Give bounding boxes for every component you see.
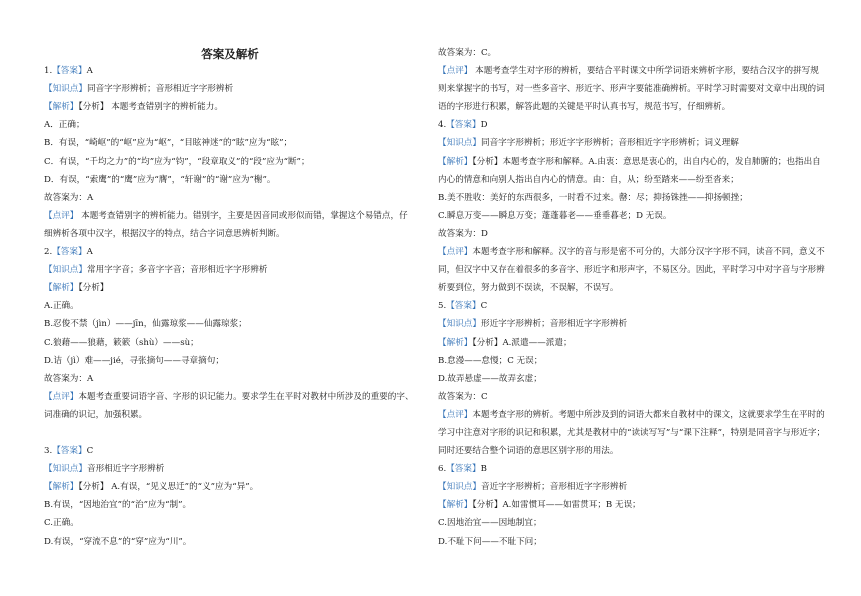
question-number: 3. xyxy=(44,446,53,457)
question-number: 1. xyxy=(44,66,53,77)
answer-value: C xyxy=(480,301,488,312)
text-line: C.瞬息万变——瞬息万变；蓬蓬暮老——垂垂暮老；D 无误。 xyxy=(438,210,672,221)
section-tag: 【解析】 xyxy=(44,102,79,113)
text-line: 故答案为：C xyxy=(438,391,488,402)
tagged-line xyxy=(44,279,416,297)
question-number: 5. xyxy=(438,301,447,312)
answer-tag: 【答案】 xyxy=(52,66,87,77)
section-tag: 【解析】 xyxy=(44,283,79,294)
tagged-text: 本题考查字形的辨析。考题中所涉及到的词语大都来自教材中的课文，这就要求学生在平时的学习中注意对字形的识记和积累，尤其是教材中的“读读写写”与“课下注释”，特别是同音字与形近字；同时还要结合整个词语的意思区别字形的用法。 xyxy=(438,409,826,457)
answer-tag: 【答案】 xyxy=(52,446,87,457)
section-tag: 【知识点】 xyxy=(44,265,87,276)
text-line: 故答案为：C。 xyxy=(438,48,497,58)
left-column xyxy=(44,0,416,551)
text-line: C.因地治宜——因地制宜； xyxy=(438,518,542,529)
tagged-line xyxy=(44,478,416,496)
tagged-line xyxy=(44,388,416,424)
text-line: 故答案为：A xyxy=(44,373,94,384)
section-tag: 【解析】 xyxy=(438,337,473,348)
section-tag: 【知识点】 xyxy=(438,319,481,330)
tagged-text: 同音字字形辨析；音形相近字字形辨析 xyxy=(86,84,234,95)
answer-value: A xyxy=(86,66,93,77)
right-column xyxy=(438,0,826,551)
tagged-line xyxy=(44,80,416,98)
section-tag: 【点评】 xyxy=(438,409,473,420)
document-title: 答案及解析 xyxy=(201,47,259,61)
text-line: D．有误，“索鹰”的“鹰”应为“膺”，“轩谢”的“谢”应为“榭”。 xyxy=(44,174,276,185)
tagged-text: 音近字字形辨析；音形相近字字形辨析 xyxy=(480,482,628,493)
tagged-line xyxy=(438,478,826,496)
tagged-line xyxy=(44,207,416,243)
section-tag: 【点评】 xyxy=(44,210,79,221)
answer-value: C xyxy=(86,446,94,457)
text-line: D.不耻下问——不耻下问； xyxy=(438,536,542,547)
section-tag: 【知识点】 xyxy=(438,138,481,149)
text-line: D.有误，“穿流不息”的“穿”应为“川”。 xyxy=(44,536,192,547)
tagged-text: 常用字字音；多音字字音；音形相近字字形辨析 xyxy=(86,265,268,276)
tagged-text: 同音字字形辨析；形近字字形辨析；音形相近字字形辨析；词义理解 xyxy=(480,138,739,149)
tagged-text: 【分析】本题考查字形和解释。A.由衷：意思是衷心的，出自内心的，发自肺腑的；也指出自内心的情意和向别人指出自内心的情意。由：自，从；纷至踏来——纷至沓来； xyxy=(438,156,821,185)
tagged-text: 本题考查错别字的辨析能力。错别字，主要是因音同或形似而错，掌握这个易错点，仔细辨析各项中汉字，根据汉字的特点，结合字词意思辨析判断。 xyxy=(44,210,408,239)
tagged-text: 【分析】A.派遣——派遣； xyxy=(472,337,572,348)
tagged-text: 形近字字形辨析；音形相近字字形辨析 xyxy=(480,319,628,330)
tagged-text: 音形相近字字形辨析 xyxy=(86,464,165,475)
tagged-text: 本题考查字形和解释。汉字的音与形是密不可分的，大部分汉字字形不同，读音不同，意义不同，但汉字中又存在着很多的多音字、形近字和形声字，不易区分。因此，平时学习中对字音与字形辨析要到位，努力做到不误读，不误解，不误写。 xyxy=(438,247,825,294)
tagged-text: 【分析】 xyxy=(78,283,109,294)
tagged-line xyxy=(438,134,826,152)
answer-value: D xyxy=(480,120,488,131)
section-tag: 【解析】 xyxy=(438,156,473,167)
answer-line xyxy=(44,442,416,460)
text-line: B.忍俊不禁（jìn）——jīn，仙露琼浆——仙露琼浆； xyxy=(44,319,247,330)
text-line: D.故弄悬虚——故弄玄虚； xyxy=(438,373,542,384)
answer-tag: 【答案】 xyxy=(52,247,87,258)
answer-line xyxy=(44,62,416,80)
text-line: A．正确； xyxy=(44,120,85,131)
tagged-text: 【分析】 本题考查错别字的辨析能力。 xyxy=(78,102,223,113)
blank-line xyxy=(44,424,416,442)
answer-line xyxy=(438,116,826,134)
tagged-line xyxy=(438,315,826,333)
answer-tag: 【答案】 xyxy=(446,301,481,312)
answer-tag: 【答案】 xyxy=(446,464,481,475)
tagged-text: 本题考查重要词语字音、字形的识记能力。要求学生在平时对教材中所涉及的重要的字、词准确的识记，加强积累。 xyxy=(44,391,414,420)
tagged-text: 【分析】 A.有误，“见义思迁”的“义”应为“异”。 xyxy=(78,482,259,493)
answer-line xyxy=(438,297,826,315)
tagged-line xyxy=(44,261,416,279)
section-tag: 【知识点】 xyxy=(44,84,87,95)
answer-line xyxy=(44,243,416,261)
text-line: B.美不胜收：美好的东西很多，一时看不过来。罄：尽；抑扬铢挫——抑扬顿挫； xyxy=(438,192,748,203)
answer-value: A xyxy=(86,247,93,258)
text-line: 故答案为：A xyxy=(44,192,94,203)
blank-line xyxy=(44,44,416,62)
text-line: A.正确。 xyxy=(44,301,79,312)
section-tag: 【解析】 xyxy=(438,500,473,511)
section-tag: 【点评】 xyxy=(44,391,79,402)
section-tag: 【知识点】 xyxy=(438,482,481,493)
text-line: C.狼藉——狼藉，簌簌（shù）——sù； xyxy=(44,337,199,348)
text-line: B．有误，“崎岖”的“岖”应为“岖”，“目眩神迷”的“眩”应为“眩”； xyxy=(44,138,293,149)
section-tag: 【点评】 xyxy=(438,247,473,258)
question-number: 2. xyxy=(44,247,53,258)
text-line: D.诘（jì）难——jié，寻张摘句——寻章摘句； xyxy=(44,355,224,366)
section-tag: 【点评】 xyxy=(438,66,473,77)
question-number: 6. xyxy=(438,464,447,475)
tagged-text: 【分析】A.如雷惯耳——如雷贯耳；B 无误； xyxy=(472,500,641,511)
tagged-line xyxy=(438,496,826,514)
tagged-line xyxy=(438,153,826,189)
answer-tag: 【答案】 xyxy=(446,120,481,131)
tagged-line xyxy=(44,98,416,116)
tagged-line xyxy=(438,334,826,352)
question-number: 4. xyxy=(438,120,447,131)
tagged-text: 本题考查学生对字形的辨析，要结合平时课文中所学词语来辨析字形，要结合汉字的拼写规则来掌握字的书写，对一些多音字、形近字、形声字要能准确辨析。平时学习时需要对文章中出现的词语的字形进行积累，解答此题的关键是平时认真书写，规范书写，仔细辨析。 xyxy=(438,66,825,113)
tagged-line xyxy=(438,406,826,460)
text-line: C.正确。 xyxy=(44,518,79,529)
text-line: B.怠漫——怠慢；C 无误； xyxy=(438,355,543,366)
text-line: 故答案为：D xyxy=(438,228,488,239)
text-line: B.有误，“因地治宜”的“治”应为“制”。 xyxy=(44,500,192,511)
text-line: C．有误，“千均之力”的“均”应为“钧”，“段章取义”的“段”应为“断”； xyxy=(44,156,310,167)
answer-line xyxy=(438,460,826,478)
tagged-line xyxy=(44,460,416,478)
answer-value: B xyxy=(480,464,487,475)
section-tag: 【知识点】 xyxy=(44,464,87,475)
tagged-line xyxy=(438,243,826,297)
tagged-line xyxy=(438,62,826,116)
section-tag: 【解析】 xyxy=(44,482,79,493)
